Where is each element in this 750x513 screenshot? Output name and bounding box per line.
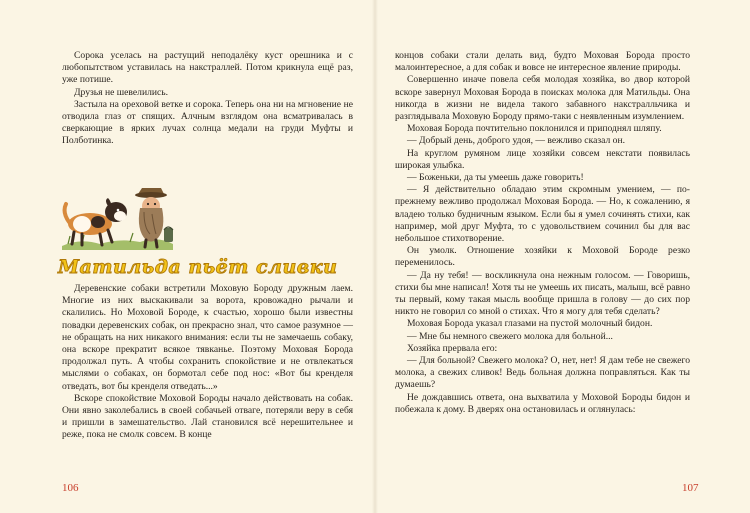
left-text-bottom (62, 283, 353, 442)
paragraph: Сорока уселась на растущий неподалёку куст орешника и с любопытством уставилась на накстраллей. Потом крикнула ещё раз, уже потише. (62, 50, 353, 86)
paragraph: Моховая Борода указал глазами на пустой молочный бидон. (407, 318, 653, 330)
paragraph: Не дождавшись ответа, она выхватила у Моховой Бороды бидон и побежала к дому. В дверях она остановилась и оглянулась: (395, 391, 690, 415)
paragraph: — Добрый день, доброго удоя, — вежливо сказал он. (407, 135, 625, 147)
paragraph: Друзья не шевелились. (74, 86, 169, 98)
paragraph: — Да ну тебя! — воскликнула она нежным голосом. — Говоришь, стихи бы мне написал! Хотя ты не умеешь их писать, малыш, всё равно ты первый, кому такая мысль вообще пришла в голову — до сих пор никто не говорил со мной о стихах. Что я могу для тебя сделать? (395, 269, 690, 318)
chapter-illustration (60, 172, 175, 252)
paragraph: Вскоре спокойствие Моховой Бороды начало действовать на собак. Они явно заколебались в своей собачьей отваге, потеряли веру в себя и пришли в замешательство. Лай становился всё нерешительнее и реже, пока не смолк совсем. В конце (62, 392, 353, 441)
paragraph: — Для больной? Свежего молока? О, нет, нет! Я дам тебе не свежего молока, а свежих сливок! Ведь больная должна поправляться. Как ты думаешь? (395, 355, 690, 391)
paragraph: — Я действительно обладаю этим скромным умением, — по-прежнему вежливо продолжал Моховая Борода. — Но, к сожалению, я владею только будничным языком. Если бы я умел сочинять стихи, как например, мой друг Муфта, то с удовольствием сочинил бы для вас небольшое стихотворение. (395, 184, 690, 245)
paragraph: Он умолк. Отношение хозяйки к Моховой Бороде резко переменилось. (395, 245, 690, 269)
left-text-top (62, 50, 353, 148)
paragraph: Застыла на ореховой ветке и сорока. Теперь она ни на мгновение не отводила глаз от спящих. Алчным взглядом она всматривалась в сверкающие в ярких лучах солнца медали на груди Муфты и Полботинка. (62, 98, 353, 147)
paragraph: Совершенно иначе повела себя молодая хозяйка, во двор которой вскоре завернул Моховая Борода в поисках молока для Матильды. Она никогда в жизни не видела такого забавного накстралльчика и разглядывала Моховую Бороду прямо-таки с неявленным изумлением. (395, 74, 690, 123)
page-number: 106 (62, 482, 79, 494)
right-text (395, 50, 690, 416)
paragraph: — Мне бы немного свежего молока для больной... (407, 330, 613, 342)
paragraph: На круглом румяном лице хозяйки совсем некстати появилась широкая улыбка. (395, 147, 690, 171)
right-page (375, 0, 750, 513)
page-number: 107 (682, 482, 699, 494)
chapter-title: Матильда пьёт сливки (58, 256, 338, 278)
paragraph: Деревенские собаки встретили Моховую Бороду дружным лаем. Многие из них выскакивали за ворота, кровожадно рычали и скалились. Но Моховой Бороде, к счастью, хорошо были известны повадки деревенских собак, он прекрасно знал, что самое разумное — не обращать на них никакого внимания: если ты не замечаешь собаку, она вскоре прекратит всякое тявканье. Поэтому Моховая Борода продолжал путь. А чтобы сохранить спокойствие и не отвлекаться мыслями о собаках, он бормотал себе под нос: «Вот бы кренделя отведать, вот бы кренделя отведать...» (62, 283, 353, 392)
paragraph: Хозяйка прервала его: (407, 342, 498, 354)
paragraph: концов собаки стали делать вид, будто Моховая Борода просто малоинтересное, а для собак и вовсе не интересное явление природы. (395, 50, 690, 74)
paragraph: Моховая Борода почтительно поклонился и приподнял шляпу. (407, 123, 662, 135)
paragraph: — Боженьки, да ты умеешь даже говорить! (407, 172, 584, 184)
